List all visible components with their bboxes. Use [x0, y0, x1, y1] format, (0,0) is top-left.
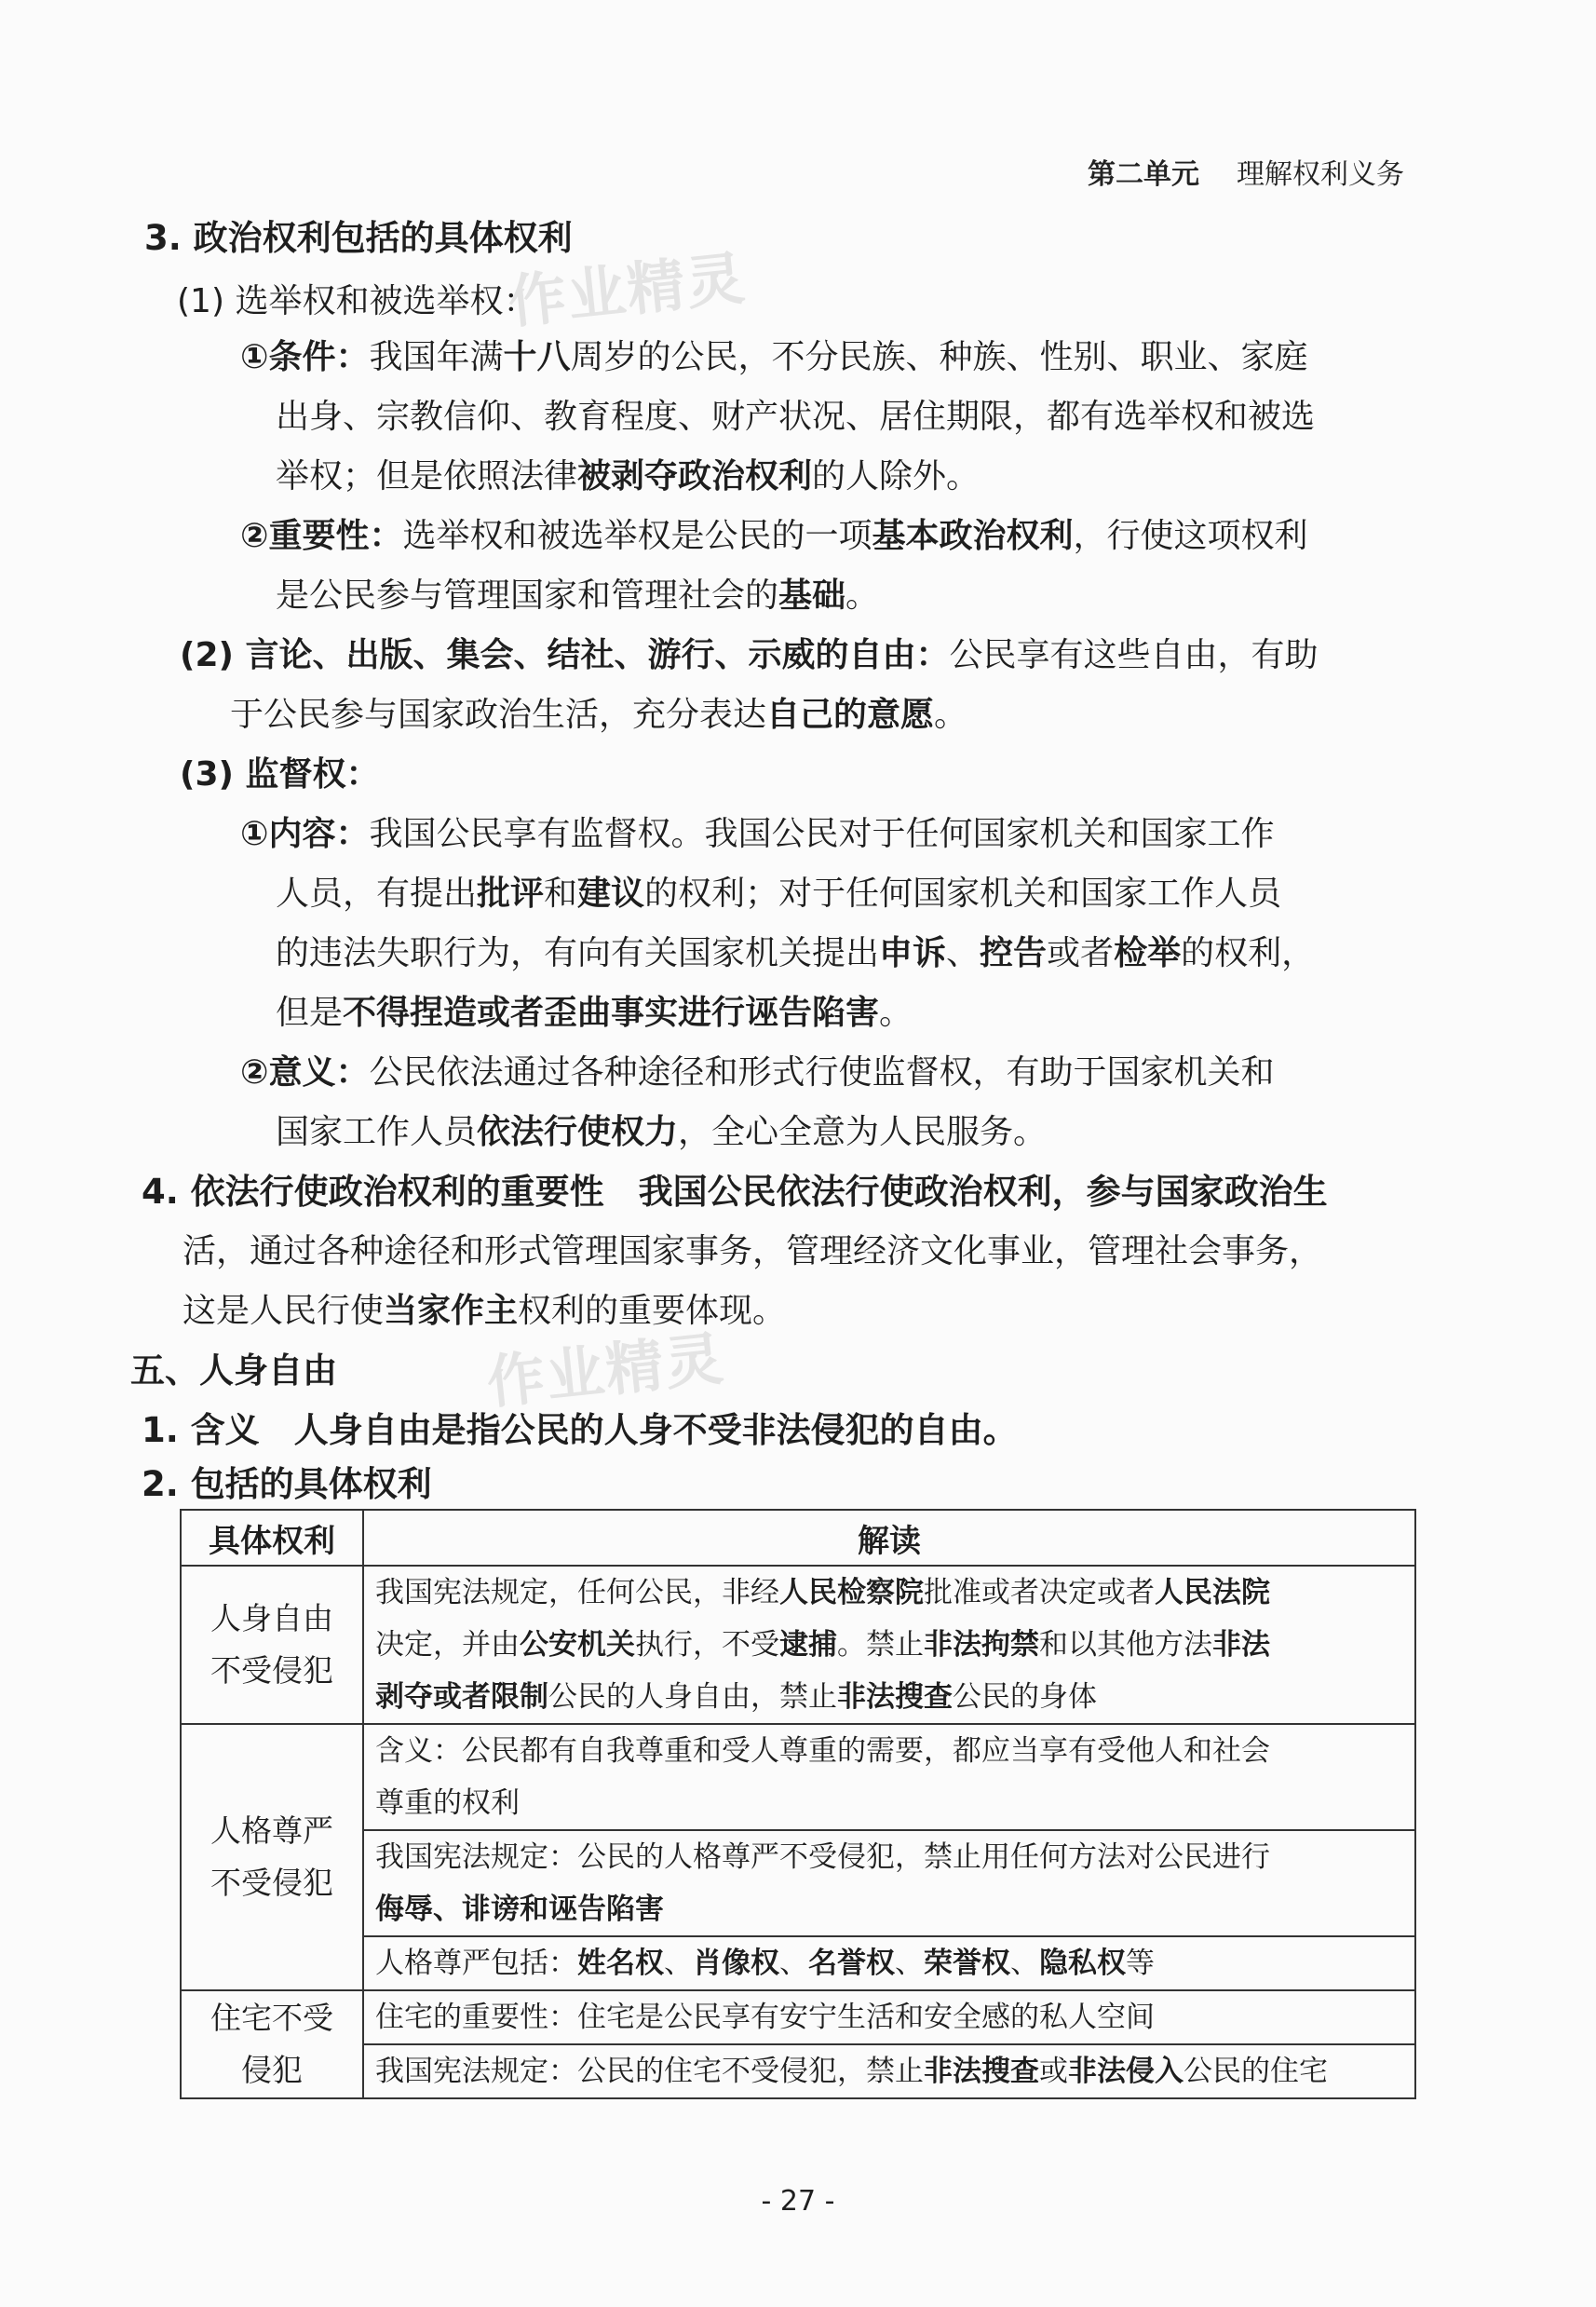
- table-row: [181, 1724, 1415, 1830]
- text-run: 。: [845, 577, 880, 615]
- text-run: 但是: [276, 994, 344, 1032]
- text-run: 、: [946, 934, 981, 972]
- bold-text-run: 公安机关: [520, 1628, 635, 1662]
- text-run: 权利的重要体现。: [518, 1292, 787, 1330]
- interpretation-line: [375, 1567, 1403, 1619]
- bold-text-run: 五、人身自由: [130, 1350, 337, 1391]
- bold-text-run: 肖像权: [693, 1947, 779, 1980]
- text-line: [276, 395, 1315, 440]
- bold-text-run: ②重要性：: [240, 517, 403, 555]
- text-line: [183, 1229, 1322, 1274]
- bold-text-run: 自己的意愿: [766, 696, 935, 734]
- right-name-cell: [181, 1990, 363, 2098]
- watermark: 作业精灵: [505, 243, 750, 337]
- text-line: [240, 812, 1275, 857]
- bold-text-run: ①内容：: [240, 815, 370, 853]
- text-run: ，行使这项权利: [1073, 517, 1308, 555]
- right-name-line: 不受侵犯: [210, 1652, 333, 1689]
- text-run: 公民的身体: [953, 1680, 1097, 1714]
- bold-text-run: 申诉: [879, 934, 947, 972]
- text-run: 、: [779, 1947, 808, 1980]
- bold-text-run: 批评: [477, 875, 545, 913]
- text-run: 决定，并由: [375, 1628, 520, 1662]
- unit-label: 第二单元: [1088, 158, 1199, 191]
- bold-text-run: 非法: [1212, 1628, 1270, 1662]
- text-line: [230, 693, 967, 738]
- text-run: 国家工作人员: [276, 1113, 478, 1151]
- right-name-line: 侵犯: [241, 2052, 303, 2088]
- bold-text-run: ②意义：: [240, 1053, 370, 1092]
- interpretation-line: [375, 1671, 1403, 1723]
- page-number: - 27 -: [761, 2185, 835, 2218]
- interpretation-cell: [363, 1724, 1415, 1830]
- text-line: [144, 216, 573, 261]
- text-run: 批准或者决定或者: [924, 1576, 1155, 1609]
- rights-table: [180, 1509, 1416, 2099]
- bold-text-run: 非法搜查: [837, 1680, 953, 1714]
- text-run: 活，通过各种途径和形式管理国家事务，管理经济文化事业，管理社会事务，: [183, 1232, 1323, 1270]
- text-run: 我国宪法规定：公民的住宅不受侵犯，禁止: [375, 2055, 924, 2088]
- text-run: 我国公民享有监督权。我国公民对于任何国家机关和国家工作: [369, 815, 1275, 853]
- bold-text-run: 1. 含义: [142, 1410, 260, 1450]
- bold-text-run: 十八: [503, 338, 571, 376]
- text-run: 住宅的重要性：住宅是公民享有安宁生活和安全感的私人空间: [375, 2001, 1155, 2034]
- text-run: 的权利；对于任何国家机关和国家工作人员: [644, 875, 1282, 913]
- bold-text-run: 剥夺或者限制: [375, 1680, 548, 1714]
- interpretation-line: [375, 2045, 1403, 2097]
- interpretation-line: [375, 1991, 1403, 2043]
- text-line: [276, 1110, 1047, 1155]
- text-line: [177, 279, 536, 324]
- table-row: [181, 1830, 1415, 1936]
- text-run: 等: [1126, 1947, 1155, 1980]
- text-line: [180, 753, 380, 797]
- bold-text-run: (2) 言论、出版、集会、结社、游行、示威的自由：: [180, 636, 950, 674]
- table-row: [181, 1566, 1415, 1724]
- bold-text-run: 荣誉权: [924, 1947, 1010, 1980]
- text-line: [240, 514, 1308, 559]
- bold-text-run: 非法侵入: [1068, 2055, 1183, 2088]
- text-line: [276, 931, 1315, 976]
- interpretation-line: [375, 1831, 1403, 1883]
- interpretation-cell: [363, 1830, 1415, 1936]
- bold-text-run: 建议: [577, 875, 645, 913]
- text-run: 公民依法通过各种途径和形式行使监督权，有助于国家机关和: [369, 1053, 1275, 1092]
- text-run: 公民的人身自由，禁止: [548, 1680, 837, 1714]
- interpretation-line: [375, 1883, 1403, 1935]
- text-line: [142, 1170, 1328, 1215]
- unit-title: 理解权利义务: [1237, 158, 1404, 191]
- text-line: [183, 1289, 786, 1334]
- text-line: [240, 335, 1308, 380]
- bold-text-run: 隐私权: [1039, 1947, 1126, 1980]
- bold-text-run: ①条件：: [240, 338, 370, 376]
- text-run: 我国公民依法行使政治权利，参与国家政治生: [603, 1172, 1328, 1212]
- bold-text-run: 名誉权: [808, 1947, 895, 1980]
- watermark: 作业精灵: [483, 1323, 728, 1418]
- text-run: 出身、宗教信仰、教育程度、财产状况、居住期限，都有选举权和被选: [276, 398, 1316, 436]
- text-line: [276, 455, 980, 499]
- text-run: 尊重的权利: [375, 1786, 520, 1820]
- right-name-line: 住宅不受: [210, 2000, 333, 2036]
- text-run: 公民享有这些自由，有助: [949, 636, 1319, 674]
- text-run: 、: [664, 1947, 693, 1980]
- bold-text-run: 不得捏造或者歪曲事实进行诬告陷害: [343, 994, 880, 1032]
- right-name-line: 人格尊严: [210, 1812, 333, 1849]
- text-run: 。: [879, 994, 913, 1032]
- bold-text-run: (3) 监督权：: [180, 755, 380, 794]
- text-line: [240, 1051, 1275, 1095]
- table-header-cell: 解读: [363, 1510, 1415, 1566]
- right-name-line: 人身自由: [210, 1600, 333, 1636]
- text-run: 、: [1010, 1947, 1039, 1980]
- interpretation-line: [375, 1937, 1403, 1989]
- interpretation-line: [375, 1725, 1403, 1777]
- text-run: 或者: [1047, 934, 1115, 972]
- text-line: [142, 1462, 432, 1507]
- text-line: [130, 1349, 337, 1393]
- bold-text-run: 检举: [1114, 934, 1182, 972]
- text-run: ，全心全意为人民服务。: [678, 1113, 1048, 1151]
- text-line: [276, 991, 913, 1036]
- text-run: 我国年满: [369, 338, 504, 376]
- bold-text-run: 人民法院: [1155, 1576, 1270, 1609]
- bold-text-run: 被剥夺政治权利: [577, 457, 813, 495]
- text-run: 含义：公民都有自我尊重和受人尊重的需要，都应当享有受他人和社会: [375, 1734, 1270, 1768]
- text-line: [276, 574, 879, 618]
- bold-text-run: 基础: [778, 577, 846, 615]
- text-run: 执行，不受: [635, 1628, 779, 1662]
- table-row: [181, 1936, 1415, 1990]
- text-run: 于公民参与国家政治生活，充分表达: [230, 696, 767, 734]
- bold-text-run: 4. 依法行使政治权利的重要性: [142, 1172, 604, 1212]
- interpretation-cell: [363, 1990, 1415, 2044]
- text-run: 公民的住宅: [1183, 2055, 1328, 2088]
- text-run: 是公民参与管理国家和管理社会的: [276, 577, 779, 615]
- table-row: [181, 1990, 1415, 2044]
- text-run: 。禁止: [837, 1628, 924, 1662]
- text-run: 。: [934, 696, 968, 734]
- interpretation-cell: [363, 1566, 1415, 1724]
- interpretation-cell: [363, 2044, 1415, 2098]
- interpretation-line: [375, 1777, 1403, 1829]
- text-run: 和以其他方法: [1039, 1628, 1212, 1662]
- bold-text-run: 逮捕: [779, 1628, 837, 1662]
- bold-text-run: 侮辱、诽谤和诬告陷害: [375, 1893, 664, 1926]
- bold-text-run: 人民检察院: [779, 1576, 924, 1609]
- interpretation-cell: [363, 1936, 1415, 1990]
- text-run: 选举权和被选举权是公民的一项: [402, 517, 872, 555]
- bold-text-run: 当家作主: [384, 1292, 519, 1330]
- right-name-cell: [181, 1724, 363, 1990]
- text-run: 周岁的公民，不分民族、种族、性别、职业、家庭: [570, 338, 1308, 376]
- bold-text-run: 3. 政治权利包括的具体权利: [144, 218, 573, 258]
- text-run: 的权利，: [1181, 934, 1316, 972]
- text-run: 的违法失职行为，有向有关国家机关提出: [276, 934, 880, 972]
- text-run: 举权；但是依照法律: [276, 457, 578, 495]
- text-run: (1) 选举权和被选举权：: [177, 282, 537, 320]
- table-header-cell: 具体权利: [181, 1510, 363, 1566]
- right-name-line: 不受侵犯: [210, 1865, 333, 1901]
- text-line: [276, 872, 1281, 916]
- text-run: 人员，有提出: [276, 875, 478, 913]
- text-run: 我国宪法规定，任何公民，非经: [375, 1576, 779, 1609]
- bold-text-run: 依法行使权力: [477, 1113, 679, 1151]
- text-line: [180, 633, 1319, 678]
- right-name-cell: [181, 1566, 363, 1724]
- text-run: 的人除外。: [812, 457, 981, 495]
- interpretation-line: [375, 1619, 1403, 1671]
- bold-text-run: 控告: [980, 934, 1048, 972]
- text-run: 和: [544, 875, 578, 913]
- running-header: [1088, 151, 1404, 192]
- text-run: 或: [1039, 2055, 1068, 2088]
- table-header-row: [181, 1510, 1415, 1566]
- bold-text-run: 非法搜查: [924, 2055, 1039, 2088]
- text-line: [142, 1408, 1018, 1453]
- bold-text-run: 姓名权: [577, 1947, 664, 1980]
- table-row: [181, 2044, 1415, 2098]
- text-run: 人格尊严包括：: [375, 1947, 577, 1980]
- text-run: 、: [895, 1947, 924, 1980]
- bold-text-run: 非法拘禁: [924, 1628, 1039, 1662]
- text-run: 人身自由是指公民的人身不受非法侵犯的自由。: [259, 1410, 1018, 1450]
- text-run: 我国宪法规定：公民的人格尊严不受侵犯，禁止用任何方法对公民进行: [375, 1840, 1270, 1874]
- bold-text-run: 基本政治权利: [872, 517, 1074, 555]
- bold-text-run: 2. 包括的具体权利: [142, 1464, 432, 1504]
- text-run: 这是人民行使: [183, 1292, 385, 1330]
